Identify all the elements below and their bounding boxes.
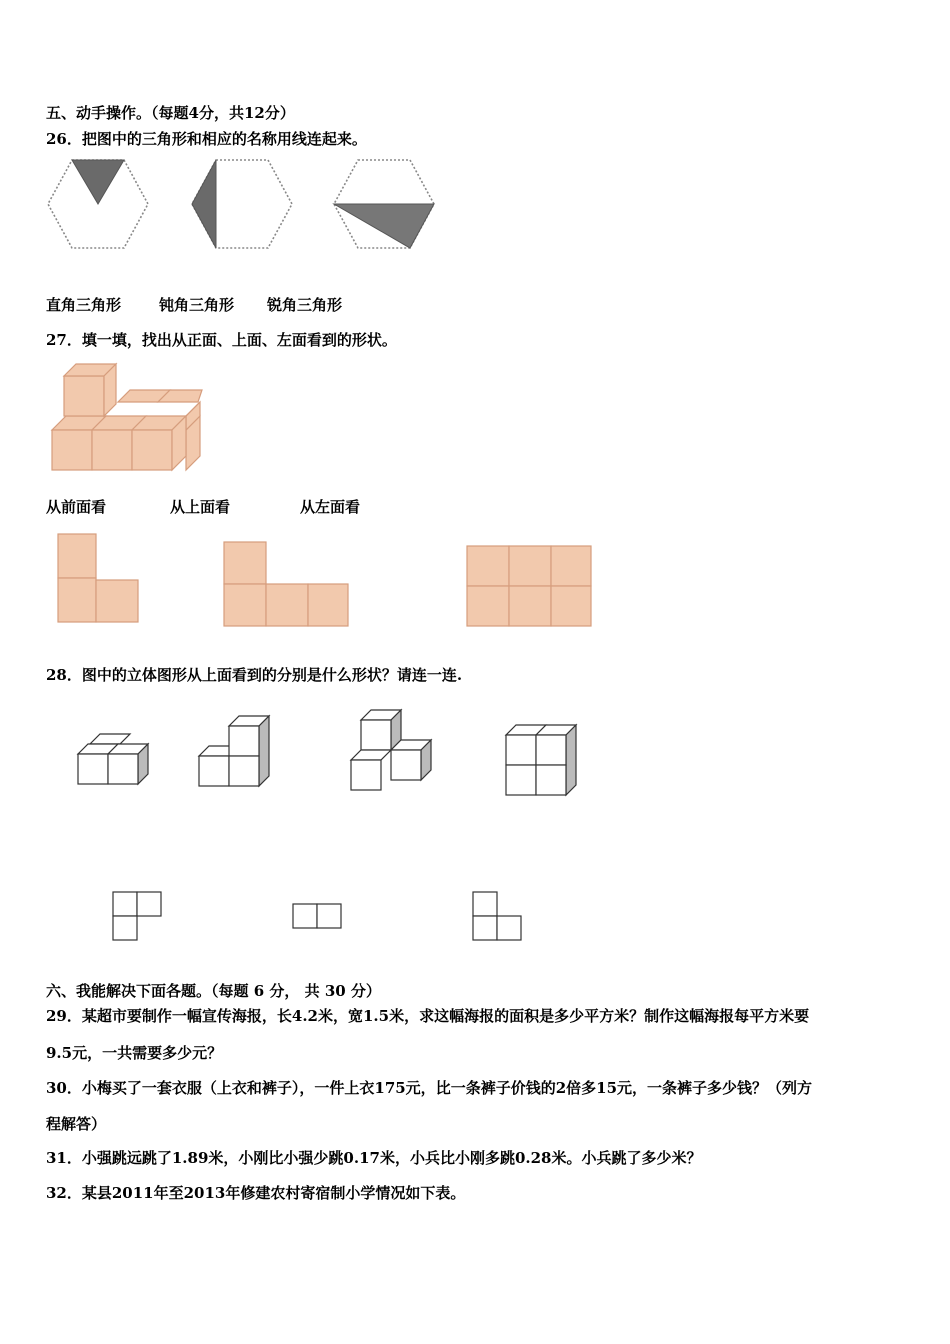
- question-29-line-2: 9.5元，一共需要多少元？: [46, 1044, 223, 1062]
- view-label-top: 从上面看: [170, 498, 231, 516]
- triangle-name-acute: 锐角三角形: [267, 296, 343, 314]
- view-label-front: 从前面看: [46, 498, 107, 516]
- question-30-line-2: 程解答）: [46, 1115, 107, 1133]
- q28-top-view-1: [111, 890, 163, 942]
- q28-solid-b: [197, 716, 273, 790]
- triangle-name-right: 直角三角形: [46, 296, 122, 314]
- q27-cube-stack: [50, 362, 205, 474]
- q28-top-view-3: [471, 890, 523, 942]
- triangle-name-obtuse: 钝角三角形: [159, 296, 235, 314]
- q28-solid-a: [76, 732, 152, 788]
- hexagon-acute-triangle: [48, 160, 148, 248]
- hexagon-obtuse-triangle: [334, 160, 434, 248]
- hexagon-right-triangle: [192, 160, 292, 248]
- question-26-prompt: 26．把图中的三角形和相应的名称用线连起来。: [46, 130, 367, 148]
- q27-view-shape-3: [465, 544, 595, 628]
- section-6-heading: 六、我能解决下面各题。（每题 6 分， 共 30 分）: [46, 982, 381, 1000]
- view-label-left: 从左面看: [300, 498, 361, 516]
- q28-solid-c: [349, 708, 435, 792]
- question-30-line-1: 30．小梅买了一套衣服（上衣和裤子），一件上衣175元，比一条裤子价钱的2倍多15元，一条裤子多少钱？（列方: [46, 1079, 813, 1097]
- q28-solid-d: [504, 723, 580, 799]
- question-31-text: 31．小强跳远跳了1.89米，小刚比小强少跳0.17米，小兵比小刚多跳0.28米。小兵跳了多少米？: [46, 1149, 702, 1167]
- question-27-prompt: 27．填一填，找出从正面、上面、左面看到的形状。: [46, 331, 397, 349]
- q27-view-shape-1: [56, 532, 146, 626]
- question-29-line-1: 29．某超市要制作一幅宣传海报，长4.2米，宽1.5米，求这幅海报的面积是多少平方米？制作这幅海报每平方米要: [46, 1007, 810, 1025]
- question-32-text: 32．某县2011年至2013年修建农村寄宿制小学情况如下表。: [46, 1184, 466, 1202]
- q28-top-view-2: [291, 902, 343, 930]
- q27-view-shape-2: [222, 540, 352, 628]
- section-5-heading: 五、动手操作。（每题4分，共12分）: [46, 104, 295, 122]
- q26-hexagon-figures: [46, 158, 436, 250]
- question-28-prompt: 28．图中的立体图形从上面看到的分别是什么形状？请连一连.: [46, 666, 463, 684]
